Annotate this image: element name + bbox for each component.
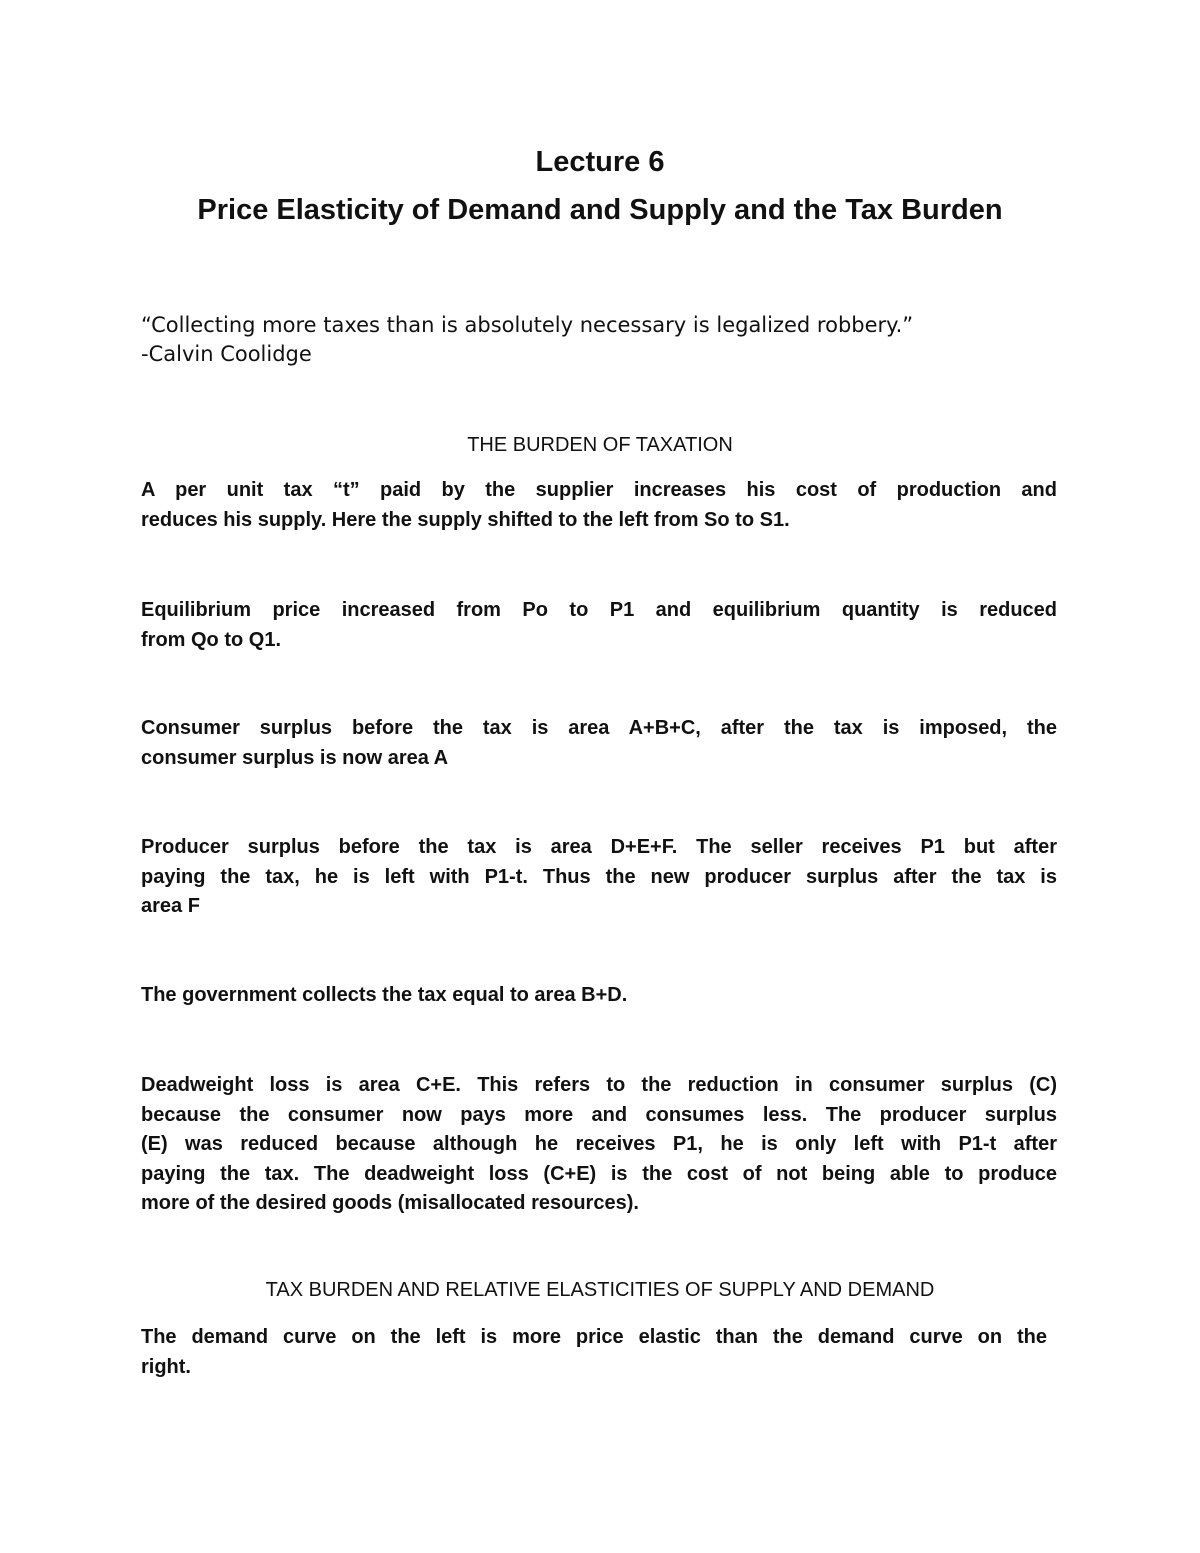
paragraph <box>141 476 1057 535</box>
paragraph-line: The demand curve on the left is more price elastic than the demand curve on the <box>141 1326 1047 1348</box>
paragraph-line: Equilibrium price increased from Po to P1 and equilibrium quantity is reduced <box>141 599 1057 621</box>
paragraph <box>141 714 1057 773</box>
quote-text: “Collecting more taxes than is absolutely necessary is legalized robbery.” <box>141 313 914 337</box>
paragraph-line: from Qo to Q1. <box>141 628 281 651</box>
quote-author: -Calvin Coolidge <box>141 342 312 366</box>
paragraph <box>141 1323 1047 1382</box>
quote-block <box>141 311 1071 369</box>
paragraph-line: The government collects the tax equal to area B+D. <box>141 984 628 1006</box>
paragraph-line: paying the tax, he is left with P1-t. Thus the new producer surplus after the tax is <box>141 865 1057 888</box>
paragraph <box>141 833 1057 922</box>
paragraph <box>141 981 1057 1011</box>
page-title: Lecture 6 <box>535 146 665 178</box>
paragraph-line: consumer surplus is now area A <box>141 746 449 769</box>
paragraph-line: reduces his supply. Here the supply shifted to the left from So to S1. <box>141 508 790 531</box>
paragraph-line: more of the desired goods (misallocated resources). <box>141 1192 639 1214</box>
paragraph-line: A per unit tax “t” paid by the supplier increases his cost of production and <box>141 479 1057 501</box>
paragraph-line: because the consumer now pays more and consumes less. The producer surplus <box>141 1103 1057 1126</box>
paragraph-line: Consumer surplus before the tax is area A+B+C, after the tax is imposed, the <box>141 717 1057 739</box>
paragraph-line: Deadweight loss is area C+E. This refers to the reduction in consumer surplus (C) <box>141 1074 1057 1096</box>
paragraph-line: right. <box>141 1355 191 1378</box>
paragraph-line: area F <box>141 895 200 917</box>
section-heading-tax-burden-elasticities: TAX BURDEN AND RELATIVE ELASTICITIES OF SUPPLY AND DEMAND <box>265 1279 935 1301</box>
paragraph-line: (E) was reduced because although he receives P1, he is only left with P1-t after <box>141 1133 1057 1155</box>
paragraph-line: Producer surplus before the tax is area D+E+F. The seller receives P1 but after <box>141 836 1057 858</box>
paragraph <box>141 596 1057 655</box>
section-heading-burden-of-taxation: THE BURDEN OF TAXATION <box>467 434 733 456</box>
paragraph-line: paying the tax. The deadweight loss (C+E) is the cost of not being able to produce <box>141 1162 1057 1185</box>
page-subtitle: Price Elasticity of Demand and Supply and the Tax Burden <box>197 194 1003 226</box>
paragraph <box>141 1071 1057 1219</box>
